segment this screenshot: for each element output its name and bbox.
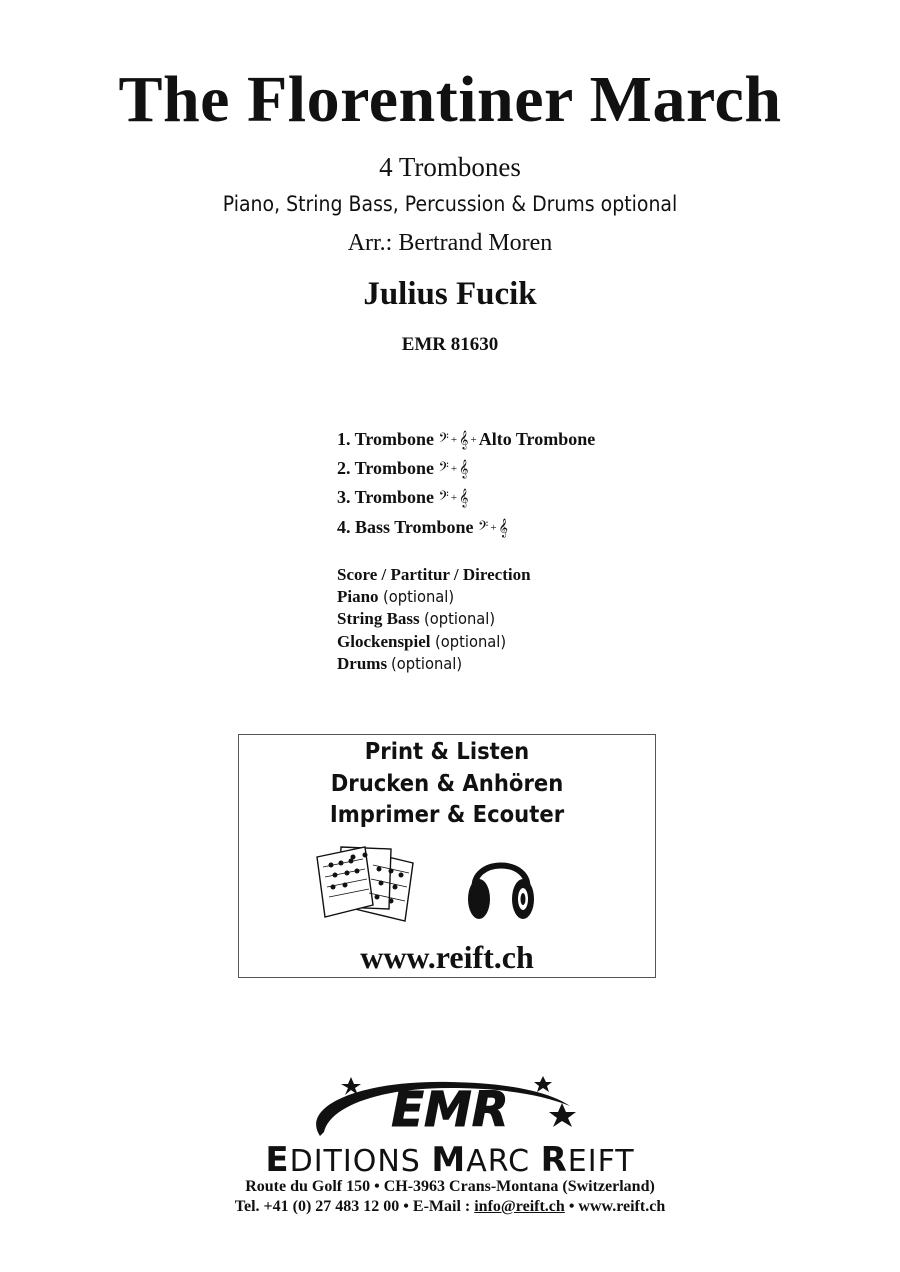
plus-sign: + (450, 434, 458, 446)
extra-piano (337, 587, 460, 607)
extra-string-bass (337, 609, 501, 629)
extra-name: Glockenspiel (337, 632, 431, 651)
extra-drums (337, 654, 469, 674)
treble-clef-icon: 𝄞 (498, 518, 509, 537)
extra-note: (optional) (434, 632, 506, 651)
treble-clef-icon: 𝄞 (459, 430, 469, 449)
part-1 (337, 429, 595, 450)
part-4 (337, 517, 508, 538)
promo-line-fr: Imprimer & Ecouter (329, 802, 565, 828)
extra-score (337, 565, 531, 585)
publisher-initial: E (265, 1140, 290, 1180)
optional-instruments: Piano, String Bass, Percussion & Drums optional (222, 192, 678, 216)
extra-name: String Bass (337, 609, 420, 628)
arranger: Arr.: Bertrand Moren (347, 230, 553, 256)
contact-web: • www.reift.ch (564, 1198, 666, 1215)
composer: Julius Fucik (363, 276, 537, 312)
sheet-music-icon (313, 843, 423, 925)
promo-line-de: Drucken & Anhören (330, 771, 564, 797)
email-link[interactable]: info@reift.ch (474, 1198, 565, 1215)
plus-sign: + (450, 492, 458, 504)
treble-clef-icon: 𝄞 (459, 459, 469, 478)
part-label: 2. Trombone (337, 458, 435, 478)
extra-name: Piano (337, 587, 379, 606)
extra-name: Drums (337, 654, 388, 673)
print-listen-box (238, 734, 656, 978)
publisher-initial: R (540, 1140, 568, 1180)
plus-sign: + (450, 463, 458, 475)
publisher-word: ARC (466, 1144, 541, 1179)
part-3 (337, 487, 469, 508)
promo-line-en: Print & Listen (364, 739, 530, 765)
publisher-word: DITIONS (289, 1144, 432, 1179)
publisher-word: EIFT (567, 1144, 635, 1179)
catalog-number: EMR 81630 (401, 334, 499, 355)
plus-sign: + (470, 434, 477, 446)
bass-clef-icon: 𝄢 (438, 459, 449, 478)
extra-note: (optional) (423, 609, 496, 628)
publisher-contact (0, 1198, 900, 1216)
extra-note: (optional) (382, 587, 454, 606)
part-label: 3. Trombone (337, 487, 435, 507)
plus-sign: + (490, 522, 497, 534)
publisher-name (0, 1140, 900, 1180)
extra-glockenspiel (337, 632, 512, 652)
page-title: The Florentiner March (118, 63, 782, 136)
part-suffix: Alto Trombone (478, 429, 596, 449)
bass-clef-icon: 𝄢 (438, 488, 449, 507)
headphones-icon (465, 845, 537, 925)
emr-logo (300, 1076, 600, 1140)
website-link[interactable]: www.reift.ch (360, 939, 534, 975)
extra-note: (optional) (391, 654, 463, 673)
bass-clef-icon: 𝄢 (438, 430, 449, 449)
publisher-initial: M (431, 1140, 467, 1180)
bass-clef-icon: 𝄢 (478, 518, 489, 537)
part-2 (337, 458, 469, 479)
extra-name: Score / Partitur / Direction (337, 565, 531, 584)
emr-logo-text: EMR (391, 1082, 509, 1138)
instrumentation: 4 Trombones (379, 152, 521, 182)
contact-phone: Tel. +41 (0) 27 483 12 00 • E-Mail : (234, 1198, 475, 1215)
treble-clef-icon: 𝄞 (459, 488, 469, 507)
part-label: 1. Trombone (337, 429, 435, 449)
part-label: 4. Bass Trombone (337, 517, 474, 537)
publisher-address: Route du Golf 150 • CH-3963 Crans-Montana (Switzerland) (245, 1178, 655, 1195)
